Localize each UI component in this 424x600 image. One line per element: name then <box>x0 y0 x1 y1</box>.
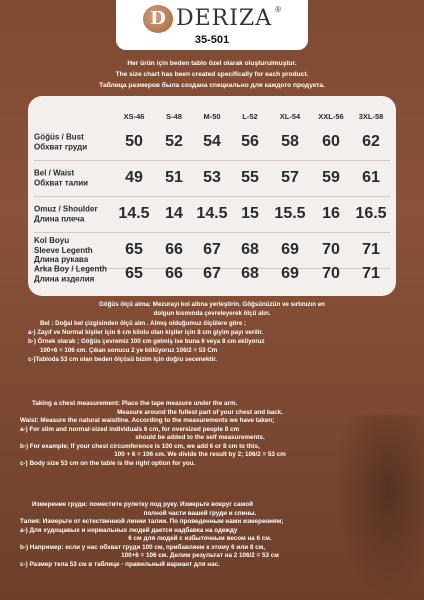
intro-tr: Her ürün için beden tablo özel olarak oluşturulmuştur. <box>127 60 297 67</box>
table-cell: 69 <box>281 265 299 282</box>
size-header-row <box>28 112 396 124</box>
table-cell: 69 <box>281 241 299 258</box>
size-header: M-50 <box>203 112 221 121</box>
table-cell: 50 <box>125 133 143 150</box>
row-label: Kol Boyu Sleeve Legenth Длина рукава <box>34 235 93 264</box>
table-cell: 67 <box>203 265 221 282</box>
size-header: XL-54 <box>279 112 301 121</box>
table-cell: 14.5 <box>118 205 150 222</box>
instructions-english: Taking a chest measurement: Place the tape measure under the arm. Measure around the fullest part of your chest and back. Waist: Measure the natural waistline. According to the measurements we have taken; a-) For slim and normal-sized individuals 6 cm, for oversized people 8 cm should be added to the self measurements. b-) For example; If your chest circumference is 100 cm, we add 6 or 8 cm to this, 100 + 6 = 106 cm. We divide the result by 2; 106/2 = 53 cm c-) Body size 53 cm on the table is the right option for you. <box>20 400 286 467</box>
table-cell: 58 <box>281 133 299 150</box>
table-cell: 16 <box>322 205 340 222</box>
table-cell: 65 <box>125 265 143 282</box>
row-label: Göğüs / Bust Обхват груди <box>34 132 88 151</box>
size-header: 3XL-58 <box>358 112 384 121</box>
size-table <box>28 96 396 296</box>
brand-logo <box>116 0 308 50</box>
row-label: Bel / Waist Обхват талии <box>34 168 89 187</box>
table-cell: 70 <box>322 241 340 258</box>
size-header: XS-46 <box>123 112 145 121</box>
table-cell: 15.5 <box>274 205 306 222</box>
size-header: S-48 <box>166 112 182 121</box>
table-cell: 71 <box>362 241 380 258</box>
table-cell: 61 <box>362 169 380 186</box>
table-cell: 57 <box>281 169 299 186</box>
table-cell: 68 <box>241 265 259 282</box>
table-cell: 52 <box>165 133 183 150</box>
table-cell: 16.5 <box>355 205 387 222</box>
intro-text <box>0 58 424 91</box>
table-cell: 55 <box>241 169 259 186</box>
table-cell: 71 <box>362 265 380 282</box>
table-cell: 54 <box>203 133 221 150</box>
row-label: Omuz / Shoulder Длина плеча <box>34 204 98 223</box>
size-header: L-52 <box>242 112 258 121</box>
intro-en: The size chart has been created specifically for each product. <box>115 71 309 78</box>
size-header: XXL-56 <box>318 112 344 121</box>
table-cell: 70 <box>322 265 340 282</box>
row-label: Arka Boy / Legenth Длина изделия <box>34 264 107 283</box>
table-cell: 67 <box>203 241 221 258</box>
table-cell: 56 <box>241 133 259 150</box>
table-cell: 65 <box>125 241 143 258</box>
registered-mark: ® <box>275 4 282 14</box>
table-cell: 49 <box>125 169 143 186</box>
table-cell: 62 <box>362 133 380 150</box>
table-cell: 14.5 <box>196 205 228 222</box>
table-cell: 68 <box>241 241 259 258</box>
table-cell: 14 <box>165 205 183 222</box>
instructions-turkish: Göğüs ölçü alma: Mezurayı kol altına yerleştirin. Göğsünüzün ve sırtınızın en dolgun kısmında çevreleyerek ölçü alın. Bel : Doğal bel çizgisinden ölçü alın . Almış olduğumuz ölçülere göre ; a-) Zayıf ve Normal kişiler için 6 cm kilolu olan kişiler için 8 cm giyim payı verilir. b-) Örnek olarak ; Göğüs çevremiz 100 cm gelmiş ise buna 6 veya 8 cm ekliyoruz 100+6 = 106 cm. Çıkan sonucu 2 ye bölüyoruz 106/2 = 53 Cm c-)Tabloda 53 cm olan beden ölçüsü bizim için doğru secenektir. <box>28 301 325 363</box>
intro-ru: Таблица размеров была создана специально для каждого продукта. <box>99 82 325 89</box>
table-cell: 60 <box>322 133 340 150</box>
brand-mark-icon: D <box>143 5 173 33</box>
brand-name: DERIZA <box>175 6 273 31</box>
table-cell: 66 <box>165 241 183 258</box>
table-cell: 15 <box>241 205 259 222</box>
model-code: 35-501 <box>194 33 230 46</box>
table-cell: 66 <box>165 265 183 282</box>
table-row-length <box>28 256 396 292</box>
table-row-waist <box>28 160 396 196</box>
table-cell: 59 <box>322 169 340 186</box>
table-cell: 51 <box>165 169 183 186</box>
table-cell: 53 <box>203 169 221 186</box>
table-row-shoulder <box>28 196 396 232</box>
instructions-russian: Измерение груди: поместите рулетку под руку. Измерьте вокруг самой полной части вашей груди и спины. Талия: Измерьте от естественной линии талии. По проведенным нами измерениям; а-) Для худощавых и нормальных людей дается надбавка на одежду 6 см для людей с избыточным весом на 6 см. b-) Например: если у нас обхват груди 100 см, прибавляем к этому 6 или 8 см, 100+6 = 106 см. Делим результат на 2 106/2 = 53 см c-) Размер тела 53 см в таблице - правильный вариант для нас. <box>20 501 284 568</box>
table-row-bust <box>28 124 396 160</box>
